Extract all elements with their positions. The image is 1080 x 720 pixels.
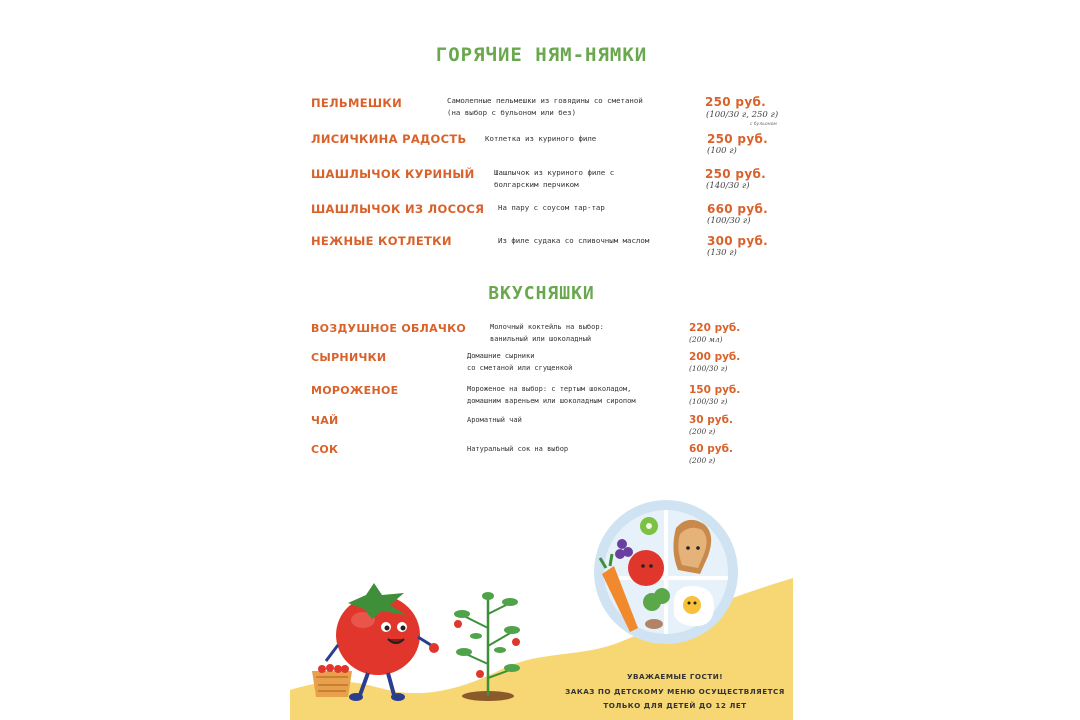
item-description: Домашние сырники со сметаной или сгущенкой bbox=[467, 352, 573, 372]
item-price: 200 руб. bbox=[689, 351, 741, 363]
food-plate-icon bbox=[592, 498, 740, 646]
item-name: ПЕЛЬМЕШКИ bbox=[311, 96, 403, 110]
item-description: Молочный коктейль на выбор: ванильный или шоколадный bbox=[490, 323, 604, 343]
section-title-sweets: ВКУСНЯШКИ bbox=[488, 283, 595, 304]
item-weight: (200 г) bbox=[689, 456, 716, 465]
item-name: ЛИСИЧКИНА РАДОСТЬ bbox=[311, 132, 467, 146]
item-price: 660 руб. bbox=[707, 202, 768, 216]
item-price: 250 руб. bbox=[705, 167, 766, 181]
menu-page bbox=[290, 0, 793, 720]
item-weight: (140/30 г) bbox=[706, 181, 750, 191]
item-note: с бульоном bbox=[750, 122, 777, 127]
item-price: 150 руб. bbox=[689, 384, 741, 396]
notice-line: ЗАКАЗ ПО ДЕТСКОМУ МЕНЮ ОСУЩЕСТВЛЯЕТСЯ bbox=[565, 687, 785, 696]
tomato-plant-icon bbox=[450, 588, 530, 703]
notice-line: ТОЛЬКО ДЛЯ ДЕТЕЙ ДО 12 ЛЕТ bbox=[603, 701, 747, 710]
section-title-hot: ГОРЯЧИЕ НЯМ-НЯМКИ bbox=[435, 44, 648, 66]
item-price: 300 руб. bbox=[707, 234, 768, 248]
item-price: 30 руб. bbox=[689, 414, 733, 426]
item-name: ЧАЙ bbox=[311, 414, 339, 427]
item-description: Ароматный чай bbox=[467, 416, 522, 424]
item-price: 60 руб. bbox=[689, 443, 733, 455]
item-weight: (200 мл) bbox=[689, 335, 723, 344]
item-weight: (100/30 г) bbox=[689, 364, 728, 373]
item-name: НЕЖНЫЕ КОТЛЕТКИ bbox=[311, 234, 452, 248]
item-weight: (100/30 г) bbox=[689, 397, 728, 406]
item-price: 250 руб. bbox=[705, 95, 766, 109]
item-price: 250 руб. bbox=[707, 132, 768, 146]
item-name: ШАШЛЫЧОК ИЗ ЛОСОСЯ bbox=[311, 202, 485, 216]
item-description: На пару с соусом тар-тар bbox=[498, 203, 605, 212]
item-weight: (100 г) bbox=[707, 146, 737, 156]
item-description: Самолепные пельмешки из говядины со сметаной (на выбор с бульоном или без) bbox=[447, 96, 643, 117]
item-description: Из филе судака со сливочным маслом bbox=[498, 236, 650, 245]
item-name: МОРОЖЕНОЕ bbox=[311, 384, 399, 397]
item-description: Мороженое на выбор: с тертым шоколадом, домашним вареньем или шоколадным сиропом bbox=[467, 385, 636, 405]
item-name: ШАШЛЫЧОК КУРИНЫЙ bbox=[311, 167, 475, 181]
item-weight: (130 г) bbox=[707, 248, 737, 258]
item-name: ВОЗДУШНОЕ ОБЛАЧКО bbox=[311, 322, 467, 335]
item-weight: (100/30 г, 250 г) bbox=[706, 110, 779, 120]
item-price: 220 руб. bbox=[689, 322, 741, 334]
item-weight: (100/30 г) bbox=[707, 216, 751, 226]
item-description: Натуральный сок на выбор bbox=[467, 445, 569, 453]
item-weight: (200 г) bbox=[689, 427, 716, 436]
tomato-character-icon bbox=[308, 575, 468, 710]
item-description: Шашлычок из куриного филе с болгарским перчиком bbox=[494, 168, 615, 189]
notice-heading: УВАЖАЕМЫЕ ГОСТИ! bbox=[626, 672, 724, 681]
item-name: СОК bbox=[311, 443, 339, 456]
item-description: Котлетка из куриного филе bbox=[485, 134, 597, 143]
item-name: СЫРНИЧКИ bbox=[311, 351, 387, 364]
